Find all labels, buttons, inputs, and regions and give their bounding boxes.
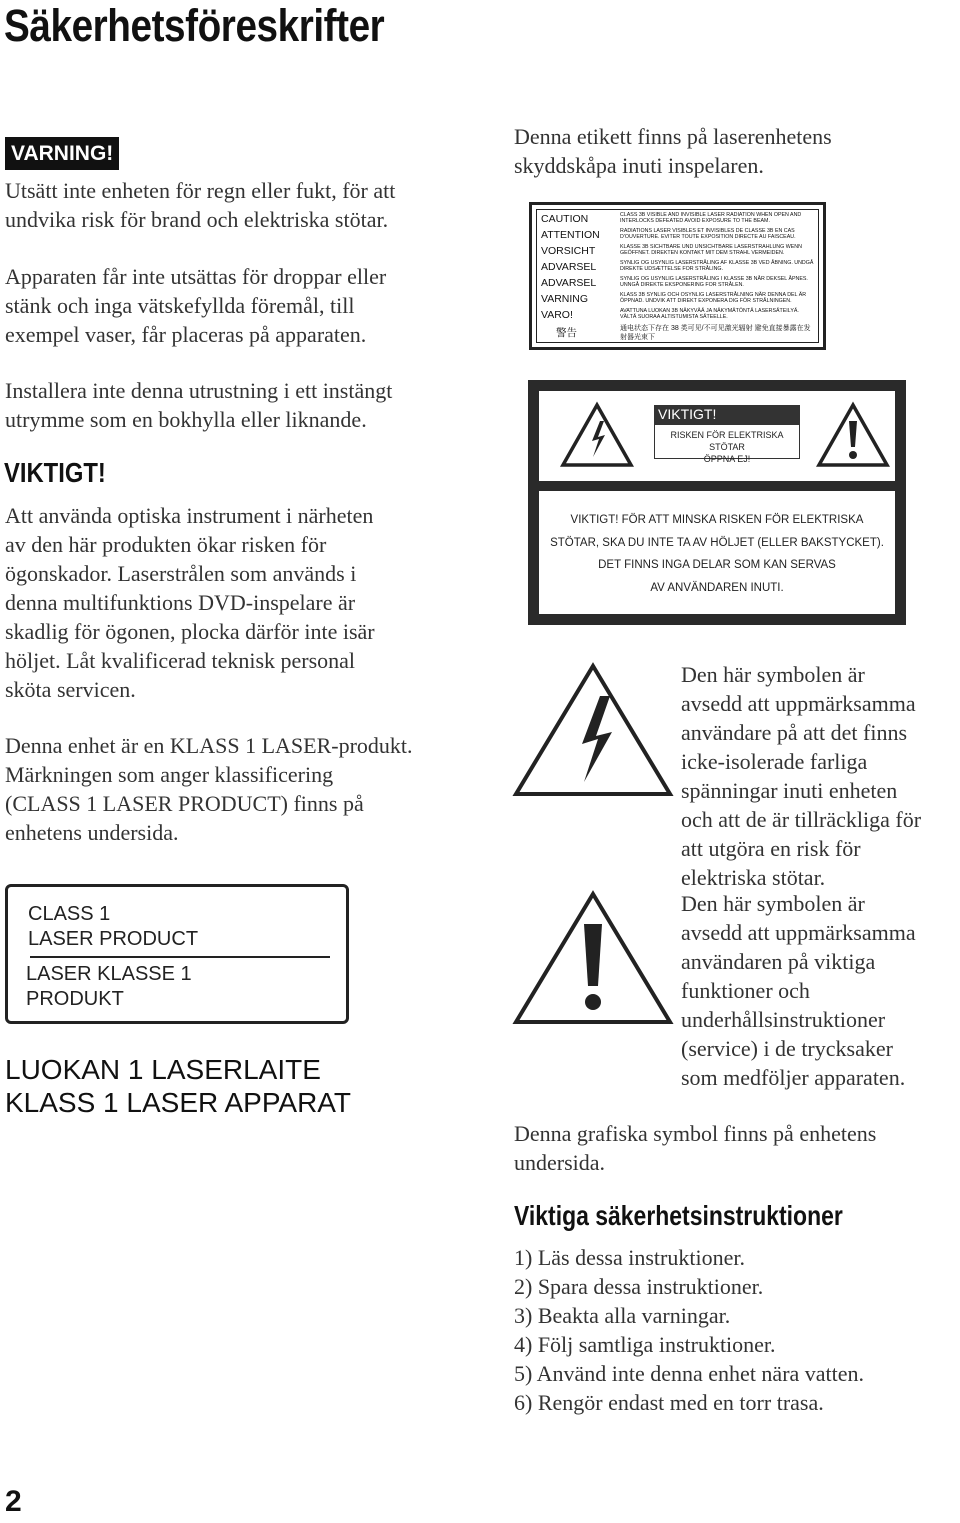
grafisk-symbol-paragraph: Denna grafiska symbol finns på enhetens undersida.: [514, 1121, 877, 1175]
caution-word: ATTENTION: [541, 229, 600, 241]
list-item: 1) Läs dessa instruktioner.: [514, 1245, 745, 1270]
installation-paragraph: Installera inte denna utrustning i ett instängt utrymme som en bokhylla eller liknande.: [5, 378, 393, 432]
electric-shock-warning-label: [528, 380, 906, 625]
class1-laser-label: [5, 884, 349, 1024]
caution-word: ADVARSEL: [541, 277, 597, 289]
klass1-paragraph: Denna enhet är en KLASS 1 LASER-produkt. Märkningen som anger klassificering (CLASS 1 LASER PRODUCT) finns på enhetens undersida.: [5, 733, 413, 845]
exclamation-symbol-icon: [512, 890, 674, 1026]
page-title: Säkerhetsföreskrifter: [4, 0, 385, 51]
class-label-line1: CLASS 1: [28, 903, 111, 925]
class-label-line2: LASER PRODUCT: [28, 928, 199, 950]
caution-text: SYNLIG OG USYNLIG LASERSTRÅLING I KLASSE 3B NÅR DEKSEL ÅPNES. UNNGÅ DIREKTE EKSPONERING FOR STRÅLEN.: [620, 276, 808, 289]
droppar-paragraph: Apparaten får inte utsättas för droppar eller stänk och inga vätskefyllda föremål, till exempel vaser, får placeras på apparaten.: [5, 264, 387, 347]
etikett-paragraph: Denna etikett finns på laserenhetens skyddskåpa inuti inspelaren.: [514, 124, 832, 178]
caution-word: VORSICHT: [541, 245, 596, 257]
list-item: 6) Rengör endast med en torr trasa.: [514, 1390, 824, 1415]
warning-box-viktigt: VIKTIGT!: [654, 405, 800, 424]
lightning-triangle-icon: [559, 401, 635, 469]
caution-word: CAUTION: [541, 213, 589, 225]
warning-box-divider: [539, 481, 895, 491]
varning-paragraph: Utsätt inte enheten för regn eller fukt, för att undvika risk för brand och elektriska stötar.: [5, 178, 396, 232]
caution-text: KLASSE 3B SICHTBARE UND UNSICHTBARE LASERSTRAHLUNG WENN GEÖFFNET. DIREKTEN KONTAKT MIT DEM STRAHL VERMEIDEN.: [620, 244, 802, 257]
laser-warning-paragraph: Att använda optiska instrument i närheten av den här produkten ökar risken för ögonskador. Laserstrålen som används i denna multifunktions DVD-inspelare är skadlig för ögonen, plocka därför inte isär höljet. Låt kvalificerad teknisk personal sköta servicen.: [5, 503, 375, 702]
caution-text: 通电状态下存在 38 类可见/不可见激光辐射 避免直接暴露在发射器光束下: [620, 325, 811, 341]
caution-text: RADIATIONS LASER VISIBLES ET INVISIBLES DE CLASSE 3B EN CAS D'OUVERTURE. EVITER TOUTE EXPOSITION DIRECTE AU FAISCEAU.: [620, 228, 796, 241]
varning-badge: VARNING!: [5, 137, 119, 170]
caution-word: 警告: [556, 327, 577, 339]
caution-text: KLASS 3B SYNLIG OCH OSYNLIG LASERSTRÅLNING NÄR DENNA DEL ÄR ÖPPNAD. UNDVIK ATT DIREKT EXPONERA DIG FÖR STRÅLNINGEN.: [620, 292, 807, 305]
class-label-line4: PRODUKT: [26, 988, 124, 1010]
caution-text: SYNLIG OG USYNLIG LASERSTRÅLING AF KLASSE 3B VED ÅBNING. UNDGÅ DIREKTE UDSÆTTELSE FOR STRÅLING.: [620, 260, 814, 273]
exclamation-symbol-text: Den här symbolen är avsedd att uppmärksamma användaren på viktiga funktioner och underhållsinstruktioner (service) i de trycksaker som medföljer apparaten.: [681, 891, 916, 1090]
list-item: 4) Följ samtliga instruktioner.: [514, 1332, 776, 1357]
exclamation-triangle-icon: [815, 401, 891, 469]
caution-word: VARO!: [541, 309, 573, 321]
instructions-list: [514, 1243, 864, 1417]
page-number: 2: [5, 1485, 22, 1518]
caution-text: AVATTUNA LUOKAN 3B NÄKYVÄÄ JA NÄKYMÄTÖNTÄ LASERSÄTEILYÄ. VÄLTÄ SUORAA ALTISTUMISTA SÄTEELLE.: [620, 308, 799, 321]
list-item: 3) Beakta alla varningar.: [514, 1303, 731, 1328]
list-item: 2) Spara dessa instruktioner.: [514, 1274, 764, 1299]
viktigt-heading: VIKTIGT!: [4, 457, 106, 488]
warning-box-risk: RISKEN FÖR ELEKTRISKA STÖTAR ÖPPNA EJ!: [654, 424, 800, 459]
warning-box-text: VIKTIGT! FÖR ATT MINSKA RISKEN FÖR ELEKTRISKA STÖTAR, SKA DU INTE TA AV HÖLJET (ELLER BAKSTYCKET). DET FINNS INGA DELAR SOM KAN SERVAS AV ANVÄNDAREN INUTI.: [550, 514, 884, 594]
caution-word: VARNING: [541, 293, 589, 305]
list-item: 5) Använd inte denna enhet nära vatten.: [514, 1361, 865, 1386]
section-title: Viktiga säkerhetsinstruktioner: [514, 1200, 843, 1231]
caution-word: ADVARSEL: [541, 261, 597, 273]
caution-text: CLASS 3B VISIBLE AND INVISIBLE LASER RADIATION WHEN OPEN AND INTERLOCKS DEFEATED AVOID EXPOSURE TO THE BEAM.: [620, 212, 802, 225]
class-label-line3: LASER KLASSE 1: [26, 963, 192, 985]
luokan-laser-text: LUOKAN 1 LASERLAITE KLASS 1 LASER APPARAT: [5, 1054, 352, 1118]
caution-label: [529, 202, 826, 350]
class-label-divider: [30, 956, 330, 958]
lightning-symbol-text: Den här symbolen är avsedd att uppmärksamma användare på att det finns icke-isolerade farliga spänningar inuti enheten och att de är tillräckliga för att utgöra en risk för elektriska stötar.: [681, 662, 922, 890]
lightning-symbol-icon: [512, 662, 674, 798]
